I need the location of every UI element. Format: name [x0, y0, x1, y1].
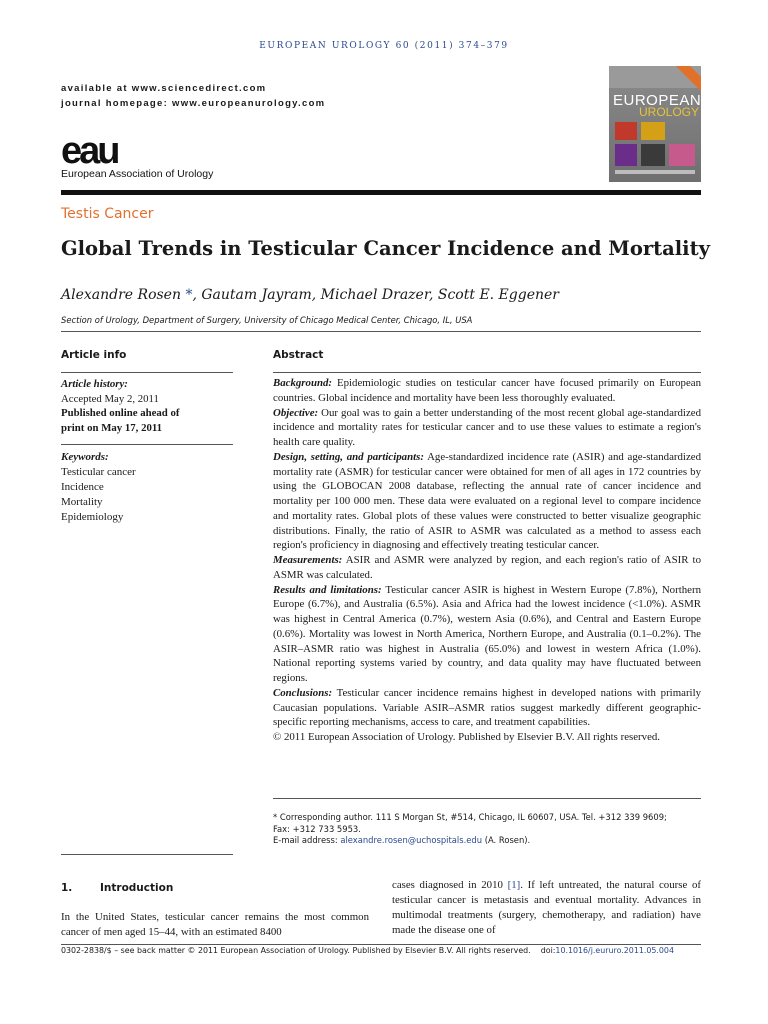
- section-title: Introduction: [100, 882, 174, 894]
- divider: [61, 444, 233, 445]
- corresponding-author-footnote: [273, 812, 701, 847]
- abstract-paragraph: [273, 406, 701, 450]
- eau-logo-text: European Association of Urology: [61, 168, 214, 180]
- affiliation: Section of Urology, Department of Surgery, University of Chicago Medical Center, Chicago, IL, USA: [61, 315, 473, 325]
- abstract-paragraph: [273, 450, 701, 553]
- abstract-label: Conclusions:: [273, 686, 333, 699]
- footnote-line-1: * Corresponding author. 111 S Morgan St, #514, Chicago, IL 60607, USA. Tel. +312 339 9609;: [273, 812, 667, 822]
- corresponding-author-link[interactable]: *: [185, 287, 193, 303]
- authors: [61, 287, 559, 303]
- doi-link[interactable]: 10.1016/j.eururo.2011.05.004: [555, 946, 674, 955]
- intro-right-column: [392, 878, 701, 938]
- abstract-paragraph: [273, 583, 701, 686]
- keyword: Epidemiology: [61, 511, 124, 523]
- author-first: Alexandre Rosen: [61, 287, 181, 303]
- homepage-line: journal homepage: www.europeanurology.com: [61, 98, 326, 109]
- abstract-label: Design, setting, and participants:: [273, 450, 424, 463]
- email-suffix: (A. Rosen).: [482, 835, 531, 845]
- journal-header: EUROPEAN UROLOGY 60 (2011) 374–379: [259, 41, 509, 51]
- abstract-body: [273, 376, 701, 745]
- accepted-date: Accepted May 2, 2011: [61, 392, 159, 405]
- email-label: E-mail address:: [273, 835, 341, 845]
- journal-cover-image: [609, 66, 701, 182]
- intro-right-text: . If left untreated, the natural course of testicular cancer is metastasis and eventual mortality. Advances in multimodal treatments (surgery, chemotherapy, and radiation) have made the disease one of: [392, 879, 701, 936]
- abstract-heading: Abstract: [273, 349, 324, 361]
- cover-photo-5: [669, 144, 695, 166]
- email-link[interactable]: alexandre.rosen@uchospitals.edu: [340, 835, 483, 845]
- abstract-copyright: © 2011 European Association of Urology. Published by Elsevier B.V. All rights reserved.: [273, 731, 661, 743]
- footnote-email-line: [273, 835, 701, 847]
- article-info-heading: Article info: [61, 349, 127, 361]
- divider: [61, 372, 233, 373]
- keyword: Testicular cancer: [61, 466, 136, 478]
- keywords: [61, 450, 233, 525]
- abstract-text: Our goal was to gain a better understanding of the most recent global age-standardized incidence and mortality rates for testicular cancer and to use these values to estimate a region's health care quality.: [273, 406, 701, 448]
- doi-prefix: doi:: [540, 946, 556, 955]
- abstract-text: ASIR and ASMR were analyzed by region, and each region's ratio of ASIR to ASMR was calculated.: [273, 554, 701, 581]
- availability-line: available at www.sciencedirect.com: [61, 83, 267, 94]
- footer-rule: [61, 944, 701, 945]
- footnote-line-2: Fax: +312 733 5953.: [273, 823, 361, 834]
- abstract-text: Epidemiologic studies on testicular cancer have focused primarily on European countries. Global incidence and mortality have been less thoroughly evaluated.: [273, 377, 701, 404]
- keyword: Mortality: [61, 496, 103, 508]
- abstract-label: Background:: [273, 377, 333, 389]
- abstract-label: Results and limitations:: [273, 583, 382, 596]
- keyword: Incidence: [61, 481, 104, 493]
- cover-title-1: EUROPEAN: [613, 92, 701, 109]
- cover-photo-2: [641, 122, 665, 140]
- eau-logo-mark: eau: [61, 130, 118, 172]
- availability-block: [61, 81, 325, 111]
- abstract-label: Objective:: [273, 406, 319, 419]
- intro-left-column: In the United States, testicular cancer remains the most common cancer of men aged 15–44, with an estimated 8400: [61, 911, 369, 938]
- header-rule: [61, 190, 701, 195]
- cover-title-2: UROLOGY: [639, 105, 700, 119]
- divider: [273, 372, 701, 373]
- intro-right-text: cases diagnosed in 2010: [392, 879, 508, 891]
- article-history: [61, 377, 233, 435]
- abstract-text: Testicular cancer incidence remains highest in developed nations with primarily Caucasian populations. Variable ASIR–ASMR ratios suggest markedly different geographic-specific reporting mechanisms, access to care, and treatment capabilities.: [273, 686, 701, 729]
- divider: [61, 331, 701, 332]
- abstract-text: Age-standardized incidence rate (ASIR) and age-standardized mortality rate (ASMR) for testicular cancer were obtained for men of all ages in 172 countries by using the GLOBOCAN 2008 database, reflecting the annual rate of cancer incidence and mortality per 100 000 men. These data were evaluated on a regional level to compare incidence and mortality rates. Global plots of these values were constructed to better visualize geographic distributions. Finally, the ratio of ASIR to ASMR was calculated as a method to assess each region's proficiency in diagnosing and effectively treating testicular cancer.: [273, 450, 701, 552]
- cover-text-strip: [615, 170, 695, 174]
- cover-photo-4: [641, 144, 665, 166]
- keywords-label: Keywords:: [61, 451, 109, 463]
- published-line-1: Published online ahead of: [61, 407, 180, 419]
- article-title: Global Trends in Testicular Cancer Incidence and Mortality: [61, 237, 710, 260]
- abstract-paragraph: [273, 376, 701, 406]
- abstract-label: Measurements:: [273, 554, 343, 566]
- introduction-heading: [61, 882, 173, 894]
- abstract-paragraph: [273, 686, 701, 730]
- section-number: 1.: [61, 882, 73, 894]
- cover-photo-3: [615, 144, 637, 166]
- divider: [61, 854, 233, 855]
- history-label: Article history:: [61, 378, 128, 390]
- eau-logo: [61, 130, 261, 186]
- abstract-paragraph: [273, 553, 701, 583]
- section-label: Testis Cancer: [61, 206, 154, 222]
- footer-copyright: 0302-2838/$ – see back matter © 2011 European Association of Urology. Published by Elsevier B.V. All rights reserved.: [61, 946, 531, 955]
- cover-photo-1: [615, 122, 637, 140]
- author-rest: , Gautam Jayram, Michael Drazer, Scott E. Eggener: [192, 287, 559, 303]
- divider: [273, 798, 701, 799]
- footer-line: [61, 946, 701, 955]
- reference-link[interactable]: [1]: [507, 879, 521, 891]
- abstract-text: Testicular cancer ASIR is highest in Western Europe (7.8%), Northern Europe (6.7%), and Australia (6.5%). Asia and Africa had the lowest incidence (<1.0%). ASMR was highest in Central America (0.7%), western Asia (0.6%), and Central and Eastern Europe (0.6%). Mortality was lowest in North America, Northern Europe, and Australia (0.1–0.2%). The ASIR–ASMR ratio was highest in Australia (65.0%) and lowest in western Africa (1.0%). National reporting systems varied by country, and data quality may have fluctuated between regions.: [273, 583, 701, 684]
- published-line-2: print on May 17, 2011: [61, 421, 163, 434]
